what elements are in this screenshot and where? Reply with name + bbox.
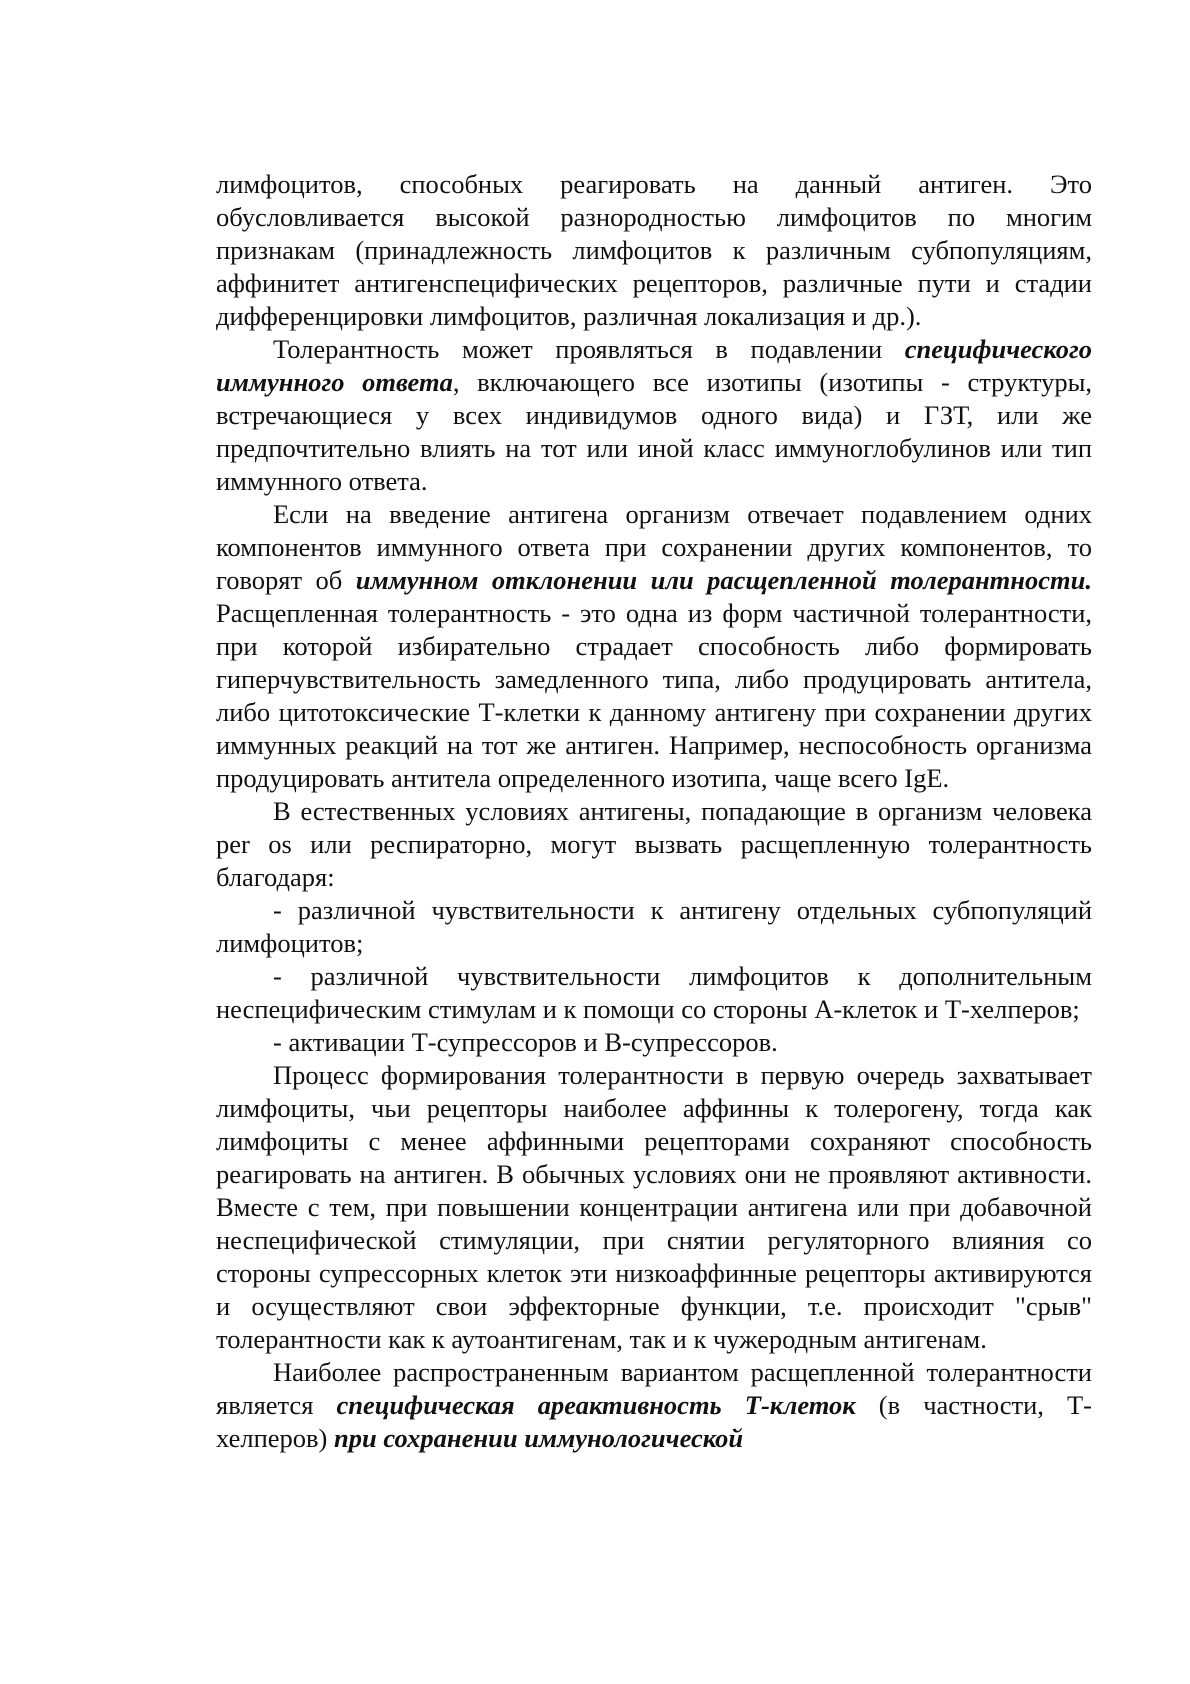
text-run: Процесс формирования толерантности в первую очередь захватывает лимфоциты, чьи рецепторы наиболее аффинны к толерогену, тогда как лимфоциты с менее аффинными рецепторами сохраняют способность реагировать на антиген. В обычных условиях они не проявляют активности. Вместе с тем, при повышении концентрации антигена или при добавочной неспецифической стимуляции, при снятии регуляторного влияния со стороны супрессорных клеток эти низкоаффинные рецепторы активируются и осуществляют свои эффекторные функции, т.е. происходит "срыв" толерантности как к аутоантигенам, так и к чужеродным антигенам.: [216, 1060, 1092, 1354]
paragraph: [216, 960, 1092, 1026]
emphasized-term: иммунном отклонении или расщепленной толерантности.: [355, 565, 1092, 595]
text-run: Расщепленная толерантность - это одна из форм частичной толерантности, при которой избирательно страдает способность либо формировать гиперчувствительность замедленного типа, либо продуцировать антитела, либо цитотоксические Т-клетки к данному антигену при сохранении других иммунных реакций на тот же антиген. Например, неспособность организма продуцировать антитела определенного изотипа, чаще всего IgE.: [216, 598, 1092, 793]
emphasized-term: при сохранении иммунологической: [333, 1423, 744, 1453]
paragraph: [216, 1026, 1092, 1059]
paragraph: [216, 498, 1092, 795]
paragraph: [216, 795, 1092, 894]
paragraph: [216, 168, 1092, 333]
text-run: Наиболее распространенным вариантом расщепленной толерантности является: [216, 1357, 1092, 1420]
text-run: , включающего все изотипы (изотипы - структуры, встречающиеся у всех индивидумов одного вида) и ГЗТ, или же предпочтительно влиять на тот или иной класс иммуноглобулинов или тип иммунного ответа.: [216, 367, 1093, 496]
text-run: (в частности, Т-хелперов): [216, 1390, 1092, 1453]
text-run: лимфоцитов, способных реагировать на данный антиген. Это обусловливается высокой разнородностью лимфоцитов по многим признакам (принадлежность лимфоцитов к различным субпопуляциям, аффинитет антигенспецифических рецепторов, различные пути и стадии дифференцировки лимфоцитов, различная локализация и др.).: [216, 169, 1092, 331]
text-run: В естественных условиях антигены, попадающие в организм человека per os или респираторно, могут вызвать расщепленную толерантность благодаря:: [216, 796, 1092, 892]
text-run: - различной чувствительности к антигену отдельных субпопуляций лимфоцитов;: [216, 895, 1092, 958]
paragraph: [216, 1356, 1092, 1455]
document-body: [216, 168, 1092, 1455]
text-run: - активации Т-супрессоров и В-супрессоров.: [273, 1027, 778, 1057]
paragraph: [216, 894, 1092, 960]
emphasized-term: специфического иммунного ответа: [216, 334, 1092, 397]
text-run: - различной чувствительности лимфоцитов к дополнительным неспецифическим стимулам и к помощи со стороны А-клеток и Т-хелперов;: [216, 961, 1092, 1024]
emphasized-term: специфическая ареактивность Т-клеток: [336, 1390, 856, 1420]
text-run: Если на введение антигена организм отвечает подавлением одних компонентов иммунного ответа при сохранении других компонентов, то говорят об: [216, 499, 1092, 595]
paragraph: [216, 333, 1092, 498]
text-run: Толерантность может проявляться в подавлении: [273, 334, 905, 364]
paragraph: [216, 1059, 1092, 1356]
